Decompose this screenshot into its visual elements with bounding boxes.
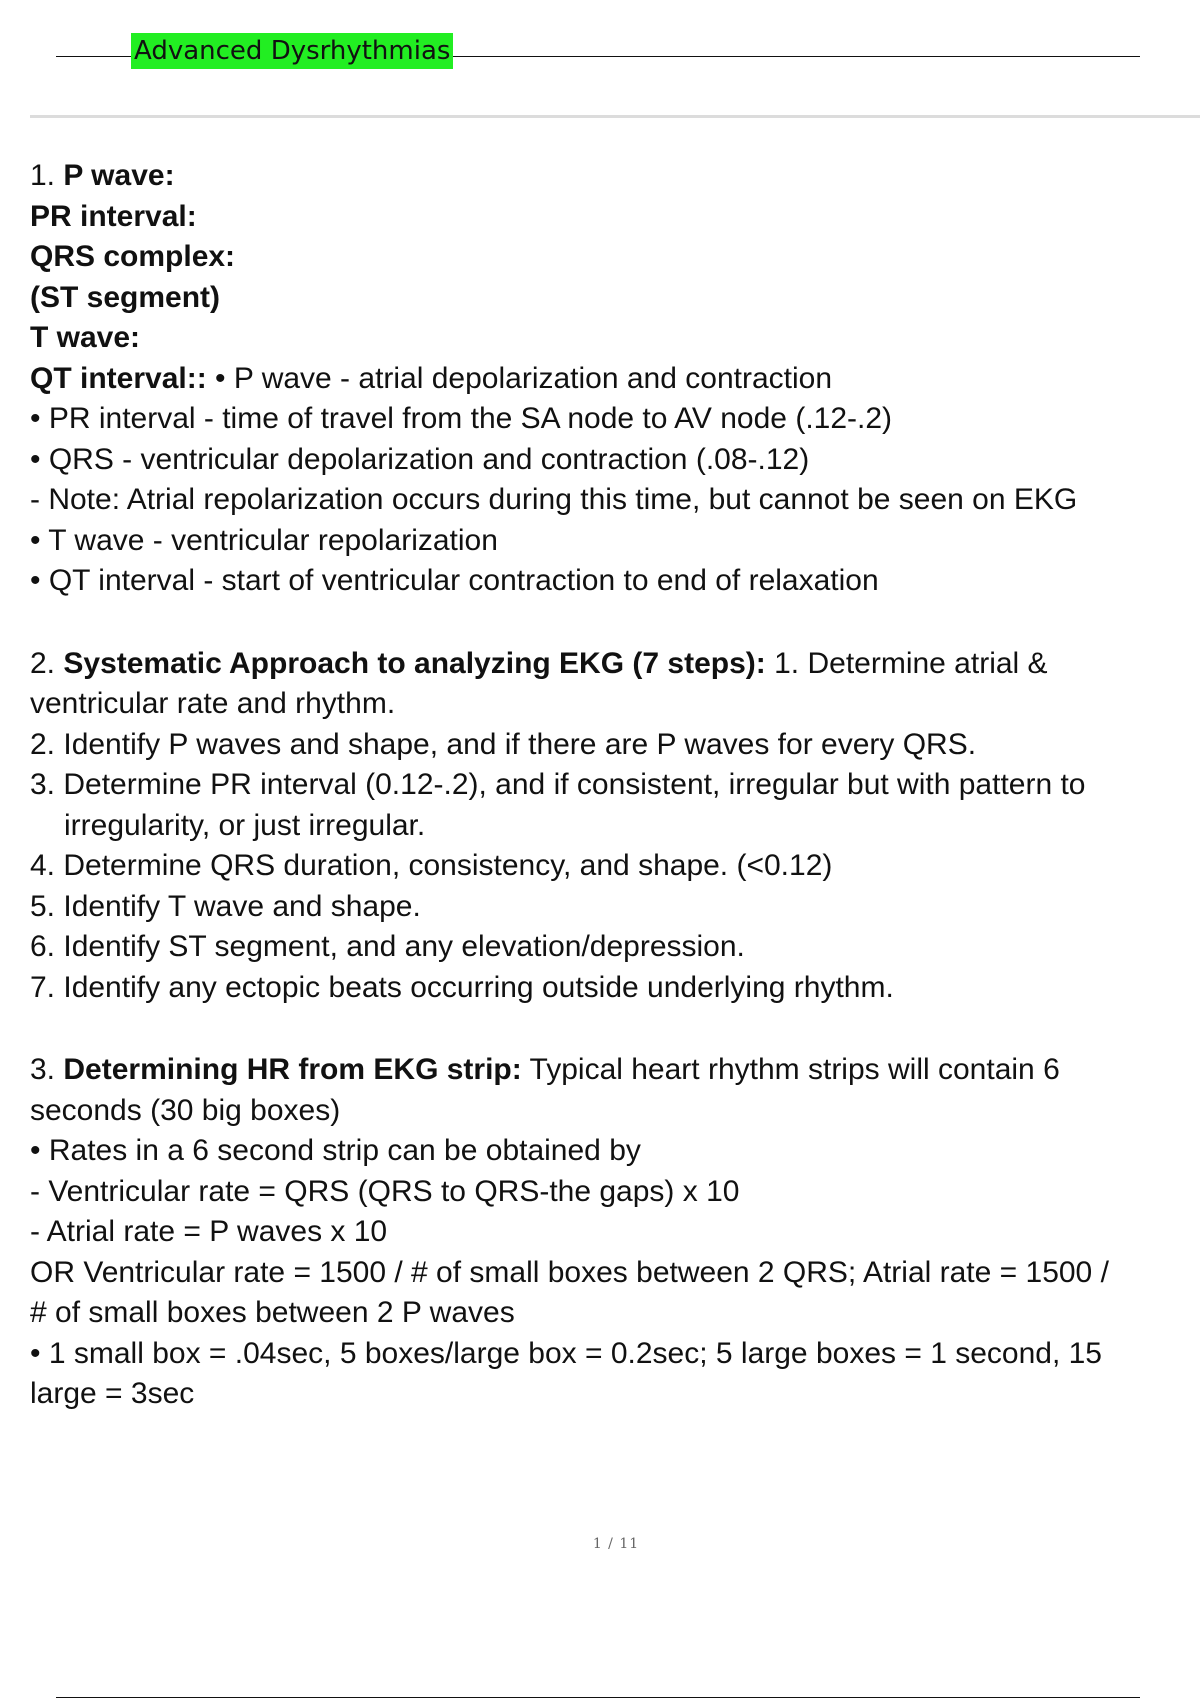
q1-line-2: PR interval:	[30, 199, 197, 233]
q2-heading: Systematic Approach to analyzing EKG (7 steps):	[63, 646, 766, 680]
separator-rule	[30, 115, 1200, 118]
q2-step-3: 3. Determine PR interval (0.12-.2), and if consistent, irregular but with pattern to	[30, 768, 1086, 801]
q1-answer-pr: • PR interval - time of travel from the SA node to AV node (.12-.2)	[30, 402, 893, 435]
q1-line-3: QRS complex:	[30, 240, 236, 273]
q1-answer-qrs: • QRS - ventricular depolarization and contraction (.08-.12)	[30, 442, 810, 476]
q2-step-5: 5. Identify T wave and shape.	[30, 889, 421, 923]
q3-line-1: 3. Determining HR from EKG strip: Typical heart rhythm strips will contain 6	[30, 1053, 1060, 1086]
document-body	[30, 156, 1190, 1415]
q3-line-4: - Ventricular rate = QRS (QRS to QRS-the gaps) x 10	[30, 1174, 740, 1208]
q2-step-3-cont: irregularity, or just irregular.	[64, 808, 426, 842]
q2-step-7: 7. Identify any ectopic beats occurring outside underlying rhythm.	[30, 970, 894, 1004]
q3-heading: Determining HR from EKG strip:	[63, 1053, 522, 1086]
q3-line-3: • Rates in a 6 second strip can be obtained by	[30, 1134, 641, 1167]
q2-line-1: 2. Systematic Approach to analyzing EKG (7 steps): 1. Determine atrial &	[30, 646, 1048, 680]
q1-answer-t-wave: • T wave - ventricular repolarization	[30, 523, 498, 557]
q3-line-2: seconds (30 big boxes)	[30, 1093, 341, 1127]
q2-step-6: 6. Identify ST segment, and any elevation/depression.	[30, 930, 745, 963]
q1-line-4: (ST segment)	[30, 280, 221, 314]
q1-answer-qt: • QT interval - start of ventricular contraction to end of relaxation	[30, 564, 879, 597]
q1-line-6: QT interval:: • P wave - atrial depolarization and contraction	[30, 361, 833, 395]
q1-line-5: T wave:	[30, 321, 141, 354]
spacer	[30, 602, 1190, 644]
q3-line-9: large = 3sec	[30, 1377, 195, 1410]
q1-heading-p-wave: P wave:	[63, 159, 175, 192]
q3-line-7: # of small boxes between 2 P waves	[30, 1296, 515, 1329]
spacer	[30, 1008, 1190, 1050]
page-number: 1 / 11	[592, 1536, 640, 1552]
q3-line-8: • 1 small box = .04sec, 5 boxes/large box = 0.2sec; 5 large boxes = 1 second, 15	[30, 1336, 1102, 1370]
q3-line-6: OR Ventricular rate = 1500 / # of small boxes between 2 QRS; Atrial rate = 1500 /	[30, 1255, 1109, 1289]
q2-step-4: 4. Determine QRS duration, consistency, and shape. (<0.12)	[30, 849, 833, 882]
document-title: Advanced Dysrhythmias	[131, 33, 453, 69]
q2-step-1-cont: ventricular rate and rhythm.	[30, 687, 396, 720]
q1-answer-note: - Note: Atrial repolarization occurs during this time, but cannot be seen on EKG	[30, 483, 1078, 516]
q3-line-5: - Atrial rate = P waves x 10	[30, 1215, 388, 1248]
footer-rule	[56, 1697, 1140, 1698]
q1-line-1: 1. P wave:	[30, 159, 175, 192]
q2-step-2: 2. Identify P waves and shape, and if there are P waves for every QRS.	[30, 727, 977, 761]
